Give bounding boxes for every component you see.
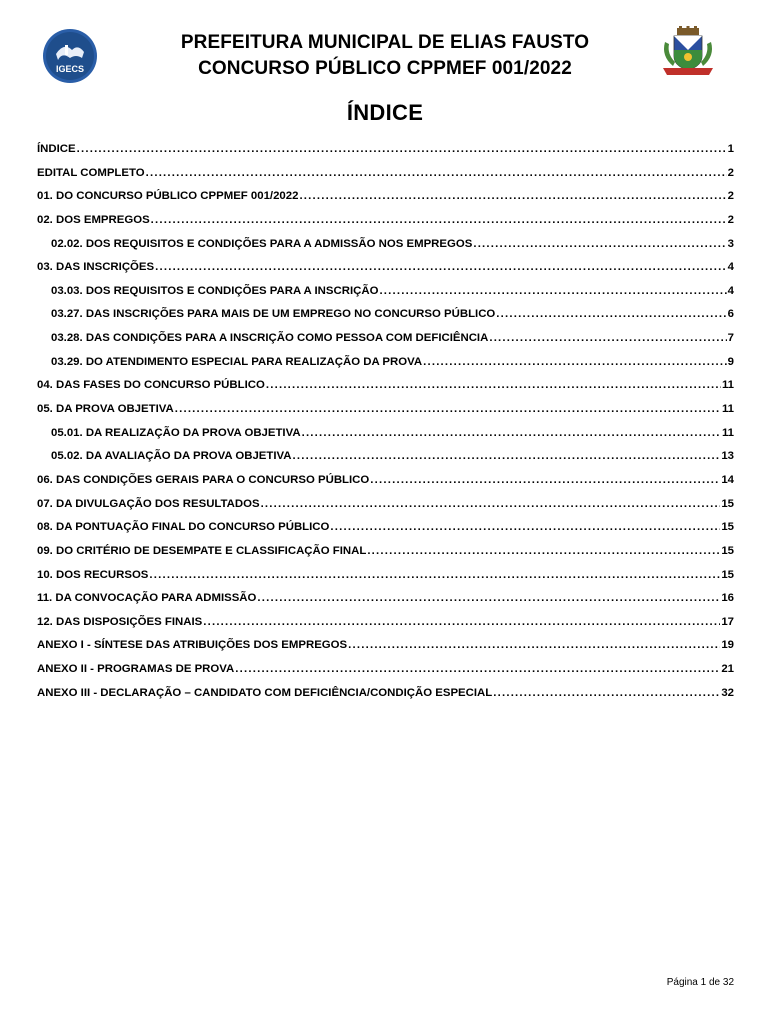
- coat-of-arms-icon: [657, 26, 719, 78]
- toc-leader-dots: [293, 450, 721, 462]
- toc-entry[interactable]: [37, 308, 734, 332]
- toc-leader-dots: [299, 190, 726, 202]
- header-line-2: CONCURSO PÚBLICO CPPMEF 001/2022: [198, 58, 572, 79]
- toc-entry-title: 11. DA CONVOCAÇÃO PARA ADMISSÃO: [37, 592, 257, 605]
- toc-entry[interactable]: [37, 214, 734, 238]
- toc-entry-title: 05.01. DA REALIZAÇÃO DA PROVA OBJETIVA: [51, 426, 301, 439]
- toc-entry[interactable]: [37, 450, 734, 474]
- toc-entry-title: EDITAL COMPLETO: [37, 166, 145, 179]
- toc-entry-page: 16: [721, 592, 734, 605]
- toc-entry-title: 03.27. DAS INSCRIÇÕES PARA MAIS DE UM EMPREGO NO CONCURSO PÚBLICO: [51, 308, 496, 321]
- toc-entry-page: 32: [721, 686, 734, 699]
- toc-entry-page: 1: [727, 143, 734, 155]
- toc-leader-dots: [77, 143, 727, 155]
- toc-entry[interactable]: [37, 521, 734, 545]
- toc-leader-dots: [367, 545, 720, 557]
- toc-entry-title: 02. DOS EMPREGOS: [37, 213, 150, 226]
- toc-leader-dots: [348, 639, 720, 651]
- toc-entry-title: 02.02. DOS REQUISITOS E CONDIÇÕES PARA A ADMISSÃO NOS EMPREGOS: [51, 237, 473, 250]
- toc-entry-title: 03.03. DOS REQUISITOS E CONDIÇÕES PARA A INSCRIÇÃO: [51, 284, 379, 297]
- toc-entry-title: ÍNDICE: [37, 143, 76, 155]
- toc-entry-title: 05.02. DA AVALIAÇÃO DA PROVA OBJETIVA: [51, 450, 292, 463]
- toc-entry-page: 13: [721, 450, 734, 463]
- toc-entry[interactable]: [37, 356, 734, 380]
- header-line-1: PREFEITURA MUNICIPAL DE ELIAS FAUSTO: [180, 32, 590, 53]
- toc-entry-title: 01. DO CONCURSO PÚBLICO CPPMEF 001/2022: [37, 190, 299, 203]
- toc-leader-dots: [175, 403, 721, 415]
- toc-entry-page: 15: [721, 568, 734, 581]
- toc-entry-page: 15: [721, 544, 734, 557]
- toc-entry[interactable]: [37, 687, 734, 711]
- toc-entry-title: 06. DAS CONDIÇÕES GERAIS PARA O CONCURSO PÚBLICO: [37, 473, 370, 486]
- toc-entry[interactable]: [37, 285, 734, 309]
- toc-entry[interactable]: [37, 474, 734, 498]
- toc-entry-title: 10. DOS RECURSOS: [37, 568, 149, 581]
- toc-entry-title: ANEXO III - DECLARAÇÃO – CANDIDATO COM DEFICIÊNCIA/CONDIÇÃO ESPECIAL: [37, 686, 493, 699]
- toc-leader-dots: [379, 285, 726, 297]
- toc-entry-title: 09. DO CRITÉRIO DE DESEMPATE E CLASSIFICAÇÃO FINAL: [37, 544, 367, 557]
- toc-entry-title: 03.28. DAS CONDIÇÕES PARA A INSCRIÇÃO COMO PESSOA COM DEFICIÊNCIA: [51, 332, 489, 345]
- toc-entry-page: 17: [721, 615, 734, 628]
- igecs-logo-icon: [42, 28, 98, 84]
- toc-leader-dots: [493, 687, 720, 699]
- toc-leader-dots: [266, 379, 721, 391]
- toc-entry-page: 4: [727, 284, 734, 297]
- toc-entry-title: 03. DAS INSCRIÇÕES: [37, 261, 155, 274]
- toc-entry-page: 6: [727, 308, 734, 321]
- toc-entry-page: 11: [721, 379, 734, 392]
- toc-entry-title: 12. DAS DISPOSIÇÕES FINAIS: [37, 615, 203, 628]
- toc-leader-dots: [302, 427, 721, 439]
- toc-entry-page: 4: [727, 261, 734, 274]
- toc-entry-page: 7: [727, 332, 734, 345]
- toc-leader-dots: [496, 308, 726, 320]
- toc-leader-dots: [261, 498, 721, 510]
- toc-entry[interactable]: [37, 332, 734, 356]
- toc-entry-page: 11: [721, 426, 734, 439]
- toc-entry[interactable]: [37, 498, 734, 522]
- toc-entry-page: 21: [721, 663, 734, 676]
- toc-entry-page: 11: [721, 403, 734, 416]
- toc-entry[interactable]: [37, 663, 734, 687]
- toc-leader-dots: [370, 474, 720, 486]
- toc-entry[interactable]: [37, 427, 734, 451]
- toc-leader-dots: [155, 261, 727, 273]
- toc-entry-title: 08. DA PONTUAÇÃO FINAL DO CONCURSO PÚBLICO: [37, 521, 330, 534]
- toc-entry[interactable]: [37, 639, 734, 663]
- toc-leader-dots: [473, 238, 726, 250]
- toc-entry[interactable]: [37, 379, 734, 403]
- toc-leader-dots: [235, 663, 720, 675]
- document-header: [140, 30, 630, 82]
- toc-entry-title: 07. DA DIVULGAÇÃO DOS RESULTADOS: [37, 497, 260, 510]
- toc-entry[interactable]: [37, 190, 734, 214]
- toc-leader-dots: [423, 356, 727, 368]
- toc-leader-dots: [257, 592, 720, 604]
- toc-leader-dots: [151, 214, 727, 226]
- toc-entry-page: 19: [721, 639, 734, 652]
- toc-entry-page: 15: [721, 497, 734, 510]
- toc-entry[interactable]: [37, 592, 734, 616]
- toc-entry-page: 9: [727, 355, 734, 368]
- toc-entry[interactable]: [37, 616, 734, 640]
- table-of-contents: [37, 143, 734, 710]
- toc-entry[interactable]: [37, 167, 734, 191]
- toc-entry[interactable]: [37, 261, 734, 285]
- toc-leader-dots: [330, 521, 720, 533]
- toc-entry-page: 2: [727, 166, 734, 179]
- toc-leader-dots: [489, 332, 726, 344]
- toc-entry[interactable]: [37, 238, 734, 262]
- toc-leader-dots: [203, 616, 720, 628]
- toc-entry-page: 3: [727, 237, 734, 250]
- toc-entry-title: 03.29. DO ATENDIMENTO ESPECIAL PARA REALIZAÇÃO DA PROVA: [51, 355, 423, 368]
- toc-entry-page: 2: [727, 190, 734, 203]
- toc-entry-page: 15: [721, 521, 734, 534]
- toc-entry-title: ANEXO I - SÍNTESE DAS ATRIBUIÇÕES DOS EMPREGOS: [37, 639, 348, 652]
- toc-entry-title: ANEXO II - PROGRAMAS DE PROVA: [37, 663, 235, 676]
- page-number-footer: Página 1 de 32: [666, 977, 734, 988]
- toc-entry-page: 14: [721, 473, 734, 486]
- toc-entry[interactable]: [37, 143, 734, 167]
- toc-entry[interactable]: [37, 545, 734, 569]
- toc-entry[interactable]: [37, 403, 734, 427]
- toc-title: ÍNDICE: [346, 100, 424, 125]
- igecs-logo-text: IGECS: [55, 64, 85, 74]
- toc-leader-dots: [146, 167, 727, 179]
- toc-entry-page: 2: [727, 213, 734, 226]
- toc-leader-dots: [149, 569, 720, 581]
- toc-entry[interactable]: [37, 569, 734, 593]
- toc-entry-title: 04. DAS FASES DO CONCURSO PÚBLICO: [37, 379, 265, 392]
- toc-entry-title: 05. DA PROVA OBJETIVA: [37, 403, 174, 416]
